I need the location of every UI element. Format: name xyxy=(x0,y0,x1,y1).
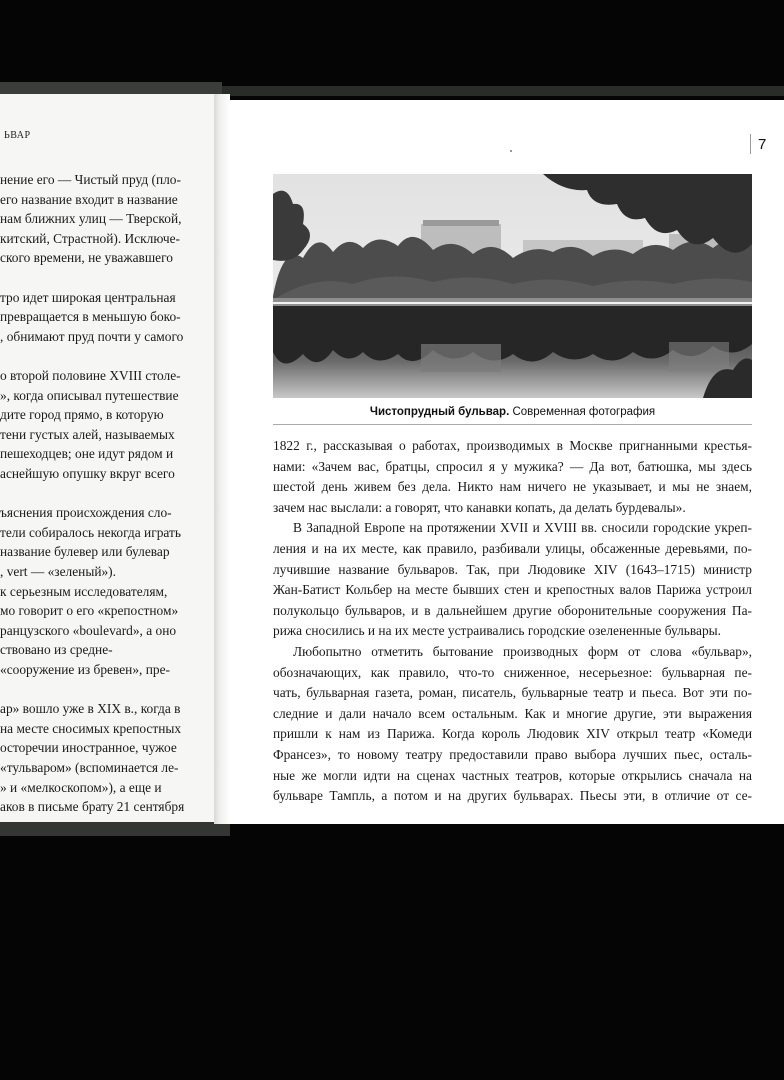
left-text-line: » и «мелкоскопом»), а еще и xyxy=(0,779,162,795)
left-text-line: на месте сносимых крепостных xyxy=(0,720,182,736)
book-gutter xyxy=(214,94,230,824)
right-text-line: лучившие название бульваров. Так, при Людовике XIV (1643–1715) министр xyxy=(273,561,752,577)
left-text-line: превращается в меньшую боко- xyxy=(0,309,181,325)
photo-caption-title: Чистопрудный бульвар. xyxy=(369,406,510,418)
left-text-line: ар» вошло уже в XIX в., когда в xyxy=(0,701,181,717)
left-text-line: название булевер или булевар xyxy=(0,544,170,560)
right-page xyxy=(230,100,784,824)
right-text-line: нами: «Зачем вас, братцы, спросил я у мужика? — Да вот, батюшка, мы здесь xyxy=(273,458,752,474)
left-text-line: о второй половине XVIII столе- xyxy=(0,368,181,383)
left-text-line: ского времени, не уважавшего xyxy=(0,250,173,266)
left-text-line: к серьезным исследователям, xyxy=(0,583,168,599)
left-text-line: ъяснения происхождения сло- xyxy=(0,505,172,521)
right-text-line: Жан-Батист Кольбер на месте бывших стен и крепостных валов Парижа устроил xyxy=(273,582,752,598)
book-cover-edge-bottom xyxy=(0,822,230,836)
left-text-line: , обнимают пруд почти у самого xyxy=(0,328,184,344)
left-text-line: , vert — «зеленый»). xyxy=(0,564,116,579)
right-text-line: 1822 г., рассказывая о работах, производимых в Москве пригнанными крестья- xyxy=(273,438,752,453)
page-number-rule xyxy=(750,134,751,154)
right-text-line: пришли к нам из Парижа. Когда король Людовик XIV открыл театр «Комеди xyxy=(273,726,752,742)
page-number: 7 xyxy=(758,136,767,153)
left-text-line: тели собиралось некогда играть xyxy=(0,524,181,540)
right-text-line: полукольцо бульваров, и в дальнейшем другие оборонительные сооружения Па- xyxy=(273,602,752,618)
left-text-line: », когда описывал путешествие xyxy=(0,387,179,403)
left-text-line: пешеходцев; оне идут рядом и xyxy=(0,446,174,462)
right-text-line: чать, бульварная газета, роман, писатель, бульварные театр и пьеса. Вот эти по- xyxy=(273,685,752,701)
right-text-line: обозначающих, как правило, что-то сниженное, несерьезное: бульварная пе- xyxy=(273,664,752,680)
book-cover-edge-top-right xyxy=(222,86,784,96)
right-text-line: ления и на их месте, как правило, разбивали улицы, обсаженные деревьями, по- xyxy=(273,541,752,556)
left-page xyxy=(0,94,214,822)
right-text-line: следние и дали начало всем остальным. Как и многие другие, эти выражения xyxy=(273,705,752,721)
photo-caption-text: Современная фотография xyxy=(509,406,656,418)
right-text-line: Любопытно отметить бытование производных форм от слова «бульвар», xyxy=(293,644,752,659)
boulevard-photo xyxy=(273,174,752,398)
left-text-line: «тульваром» (вспоминается ле- xyxy=(0,760,179,775)
photo-caption xyxy=(273,406,752,418)
left-text-line: тени густых алей, называемых xyxy=(0,426,175,442)
left-text-line: осторечии иностранное, чужое xyxy=(0,740,177,756)
left-text-line: ранцузского «boulevard», а оно xyxy=(0,622,177,638)
left-text-line: ствовано из средне- xyxy=(0,642,113,658)
right-text-line: бульваре Тампль, а потом и на других бульварах. Пьесы эти, в отличие от се- xyxy=(273,788,752,804)
right-text-line: В Западной Европе на протяжении XVII и XVIII вв. сносили городские укреп- xyxy=(293,520,752,536)
left-text-line: дите город прямо, в которую xyxy=(0,407,164,423)
left-text-line: мо говорит о его «крепостном» xyxy=(0,603,179,619)
left-text-line: аков в письме брату 21 сентября xyxy=(0,799,185,815)
right-text-line: рижа сносились и на их месте устраивались городские озелененные бульвары. xyxy=(273,623,722,639)
left-text-line: «сооружение из бревен», пре- xyxy=(0,662,170,677)
left-text-line: аснейшую опушку вкруг всего xyxy=(0,466,175,481)
left-text-line: его название входит в название xyxy=(0,191,178,207)
right-text-line: зачем нас выслали: а говорят, что канавки копать, да делать бурдевалы». xyxy=(273,499,686,515)
right-text-line: шестой день живем без дела. Никто нам ничего не указывает, и мы не знаем, xyxy=(273,479,752,495)
running-head: ЬВАР xyxy=(4,130,31,141)
left-text-line: тро идет широкая центральная xyxy=(0,289,176,305)
caption-divider xyxy=(273,424,752,425)
left-text-line: нение его — Чистый пруд (пло- xyxy=(0,172,181,187)
left-text-line: нам ближних улиц — Тверской, xyxy=(0,211,182,227)
left-text-line: китский, Страстной). Исключе- xyxy=(0,230,180,246)
right-text-line: Франсез», то новому театру предоставили право выбора лучших пьес, осталь- xyxy=(273,747,752,762)
right-text-line: ные же могли идти на сценах частных театров, которые открылись сначала на xyxy=(273,767,752,783)
print-speck xyxy=(510,150,512,152)
